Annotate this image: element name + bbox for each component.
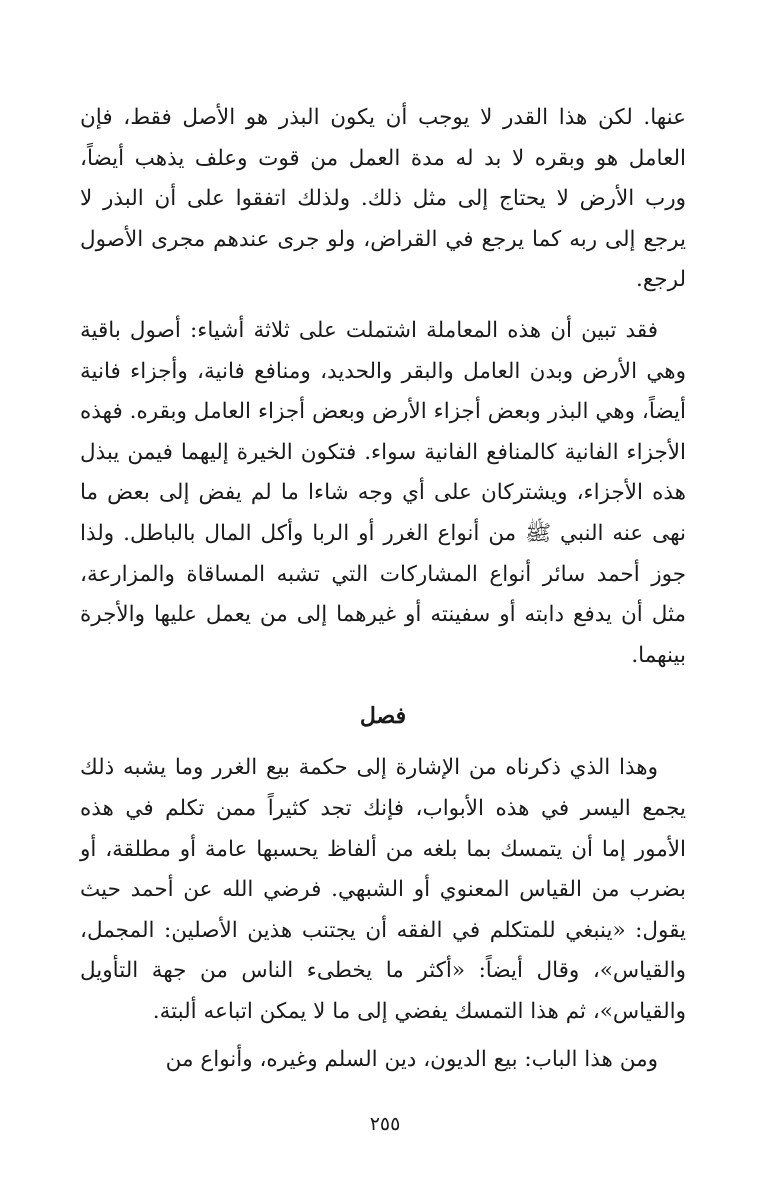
paragraph-4: ومن هذا الباب: بيع الديون، دين السلم وغيره، وأنواع من <box>165 1047 658 1073</box>
page-number: ٢٥٥ <box>369 1113 401 1135</box>
paragraph-2: فقد تبين أن هذه المعاملة اشتملت على ثلاثة أشياء: أصول باقية وهي الأرض وبدن العامل والبقر والحديد، ومنافع فانية، وأجزاء فانية أيضاً، وهي البذر وبعض أجزاء الأرض وبعض أجزاء العامل وبقره. فهذه الأجزاء الفانية كالمنافع الفانية سواء. فتكون الخيرة إليهما فيمن يبذل هذه الأجزاء، ويشتركان على أي وجه شاءا ما لم يفض إلى بعض ما نهى عنه النبي ﷺ من أنواع الغرر أو الربا وأكل المال بالباطل. ولذا جوز أحمد سائر أنواع المشاركات التي تشبه المساقاة والمزارعة، مثل أن يدفع دابته أو سفينته أو غيرهما إلى من يعمل عليها والأجرة بينهما. <box>80 317 686 668</box>
paragraph-3: وهذا الذي ذكرناه من الإشارة إلى حكمة بيع الغرر وما يشبه ذلك يجمع اليسر في هذه الأبواب، فإنك تجد كثيراً ممن تكلم في هذه الأمور إما أن يتمسك بما بلغه من ألفاظ يحسبها عامة أو مطلقة، أو بضرب من القياس المعنوي أو الشبهي. فرضي الله عن أحمد حيث يقول: «ينبغي للمتكلم في الفقه أن يجتنب هذين الأصلين: المجمل، والقياس»، وقال أيضاً: «أكثر ما يخطىء الناس من جهة التأويل والقياس»، ثم هذا التمسك يفضي إلى ما لا يمكن اتباعه ألبتة. <box>80 755 686 1024</box>
section-title: فصل <box>359 703 407 730</box>
page-body <box>80 98 686 1081</box>
paragraph-1: عنها. لكن هذا القدر لا يوجب أن يكون البذر هو الأصل فقط، فإن العامل هو وبقره لا بد له مدة العمل من قوت وعلف يذهب أيضاً، ورب الأرض لا يحتاج إلى مثل ذلك. ولذلك اتفقوا على أن البذر لا يرجع إلى ربه كما يرجع في القراض، ولو جرى عندهم مجرى الأصول لرجع. <box>80 105 686 293</box>
